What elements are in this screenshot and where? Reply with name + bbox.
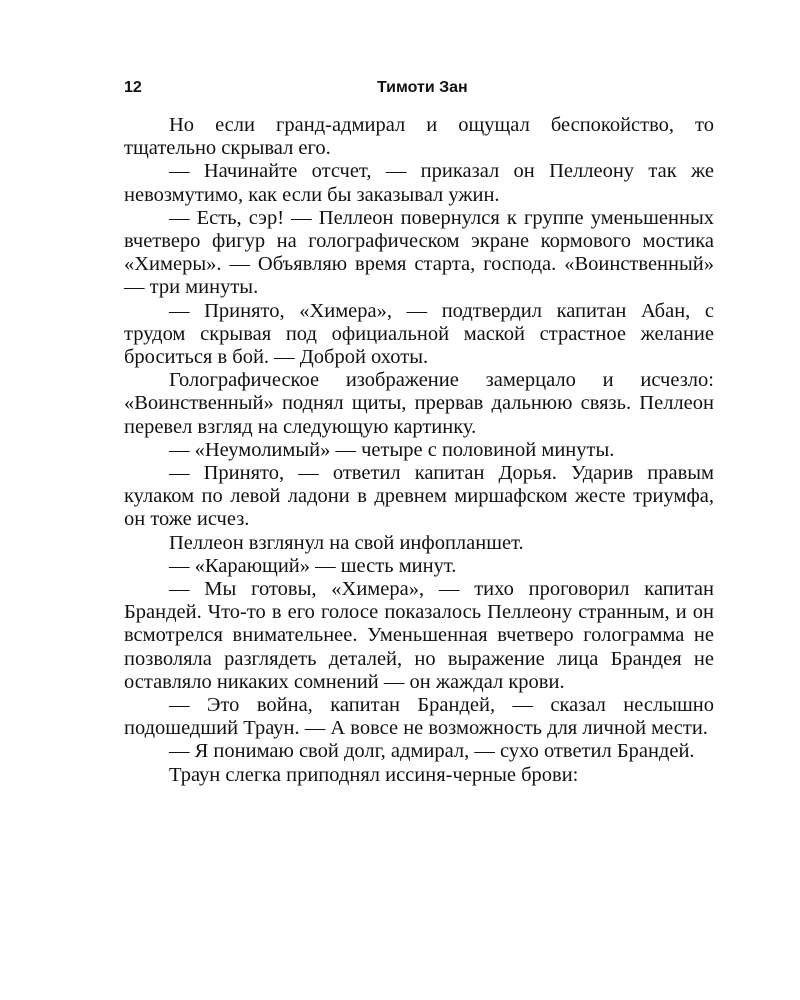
paragraph: — Я понимаю свой долг, адмирал, — сухо ответил Брандей. <box>169 740 695 763</box>
paragraph: — Мы готовы, «Химера», — тихо проговорил капитан Брандей. Что-то в его голосе показалось Пеллеону странным, и он всмотрелся внимательнее. Уменьшенная вчетверо голограмма не позволяла разглядеть деталей, но выражение лица Брандея не оставляло никаких сомнений — он жаждал крови. <box>124 578 714 693</box>
paragraph: Пеллеон взглянул на свой инфопланшет. <box>169 531 524 554</box>
page-number: 12 <box>124 79 142 96</box>
paragraph: — «Неумолимый» — четыре с половиной минуты. <box>169 438 615 461</box>
paragraph: — Принято, — ответил капитан Дорья. Ударив правым кулаком по левой ладони в древнем миршафском жесте триумфа, он тоже исчез. <box>124 462 714 531</box>
paragraph: Но если гранд-адмирал и ощущал беспокойство, то тщательно скрывал его. <box>124 114 714 160</box>
paragraph: — «Карающий» — шесть минут. <box>169 554 457 577</box>
running-head <box>124 76 714 100</box>
paragraph: — Это война, капитан Брандей, — сказал неслышно подошедший Траун. — А вовсе не возможность для личной мести. <box>124 694 714 740</box>
book-author: Тимоти Зан <box>377 79 468 96</box>
paragraph: — Принято, «Химера», — подтвердил капитан Абан, с трудом скрывая под официальной маской страстное желание броситься в бой. — Доброй охоты. <box>124 299 714 369</box>
paragraph: — Есть, сэр! — Пеллеон повернулся к группе уменьшенных вчетверо фигур на голографическом экране кормового мостика «Химеры». — Объявляю время старта, господа. «Воинственный» — три минуты. <box>124 206 714 299</box>
paragraph: Голографическое изображение замерцало и исчезло: «Воинственный» поднял щиты, прервав дальнюю связь. Пеллеон перевел взгляд на следующую картинку. <box>124 369 714 438</box>
paragraph: Траун слегка приподнял иссиня-черные брови: <box>169 763 579 786</box>
body-text <box>124 114 714 787</box>
paragraph: — Начинайте отсчет, — приказал он Пеллеону так же невозмутимо, как если бы заказывал ужин. <box>124 160 714 206</box>
